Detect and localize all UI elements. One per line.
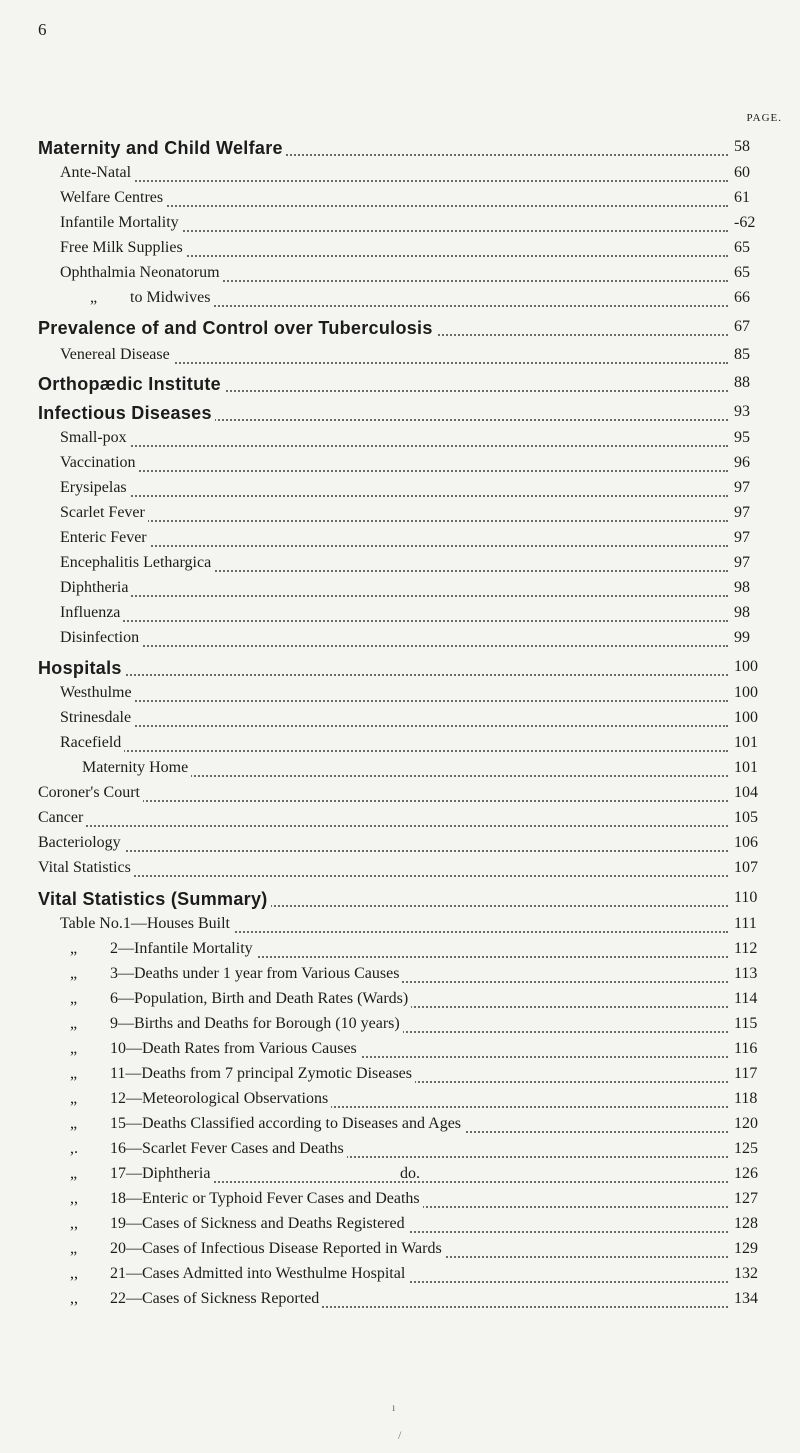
page-number: 6 (38, 20, 47, 39)
toc-entry[interactable] (0, 479, 800, 503)
toc-entry[interactable] (0, 529, 800, 553)
toc-entry[interactable] (0, 940, 800, 964)
toc-page-number: 104 (734, 784, 800, 802)
page-column-label: PAGE. (746, 112, 782, 124)
toc-entry[interactable] (0, 214, 800, 238)
toc-page-number: 110 (734, 889, 800, 907)
toc-entry[interactable] (0, 289, 800, 313)
toc-entry-title: Coroner's Court (38, 784, 143, 802)
dot-leader (38, 875, 728, 877)
toc-page-number: -62 (734, 214, 800, 232)
toc-entry-title: Disinfection (60, 629, 142, 647)
toc-page-number: 101 (734, 759, 800, 777)
toc-entry-title: Small-pox (60, 429, 130, 447)
toc-page-number: 128 (734, 1215, 800, 1233)
toc-entry-title: Influenza (60, 604, 123, 622)
toc-entry-title: 21—Cases Admitted into Westhulme Hospital (110, 1265, 408, 1283)
toc-page-number: 58 (734, 138, 800, 156)
toc-entry-title: Westhulme (60, 684, 135, 702)
dot-leader (60, 750, 728, 752)
toc-entry-title: 9—Births and Deaths for Borough (10 years) (110, 1015, 403, 1033)
toc-entry-title: Diphtheria (60, 579, 131, 597)
toc-page-number: 118 (734, 1090, 800, 1108)
toc-entry[interactable] (0, 759, 800, 783)
toc-entry[interactable] (0, 834, 800, 858)
dot-leader (38, 825, 728, 827)
toc-entry-title: 10—Death Rates from Various Causes (110, 1040, 360, 1058)
dot-leader (60, 520, 728, 522)
toc-entry-title: Venereal Disease (60, 346, 173, 364)
toc-entry-title: 11—Deaths from 7 principal Zymotic Diseases (110, 1065, 415, 1083)
toc-page-number: 85 (734, 346, 800, 364)
toc-entry[interactable] (0, 1215, 800, 1239)
toc-entry[interactable] (0, 1290, 800, 1314)
toc-page-number: 115 (734, 1015, 800, 1033)
toc-page-number: 99 (734, 629, 800, 647)
toc-page-number: 97 (734, 529, 800, 547)
toc-entry[interactable] (0, 239, 800, 263)
toc-entry[interactable] (0, 164, 800, 188)
toc-page-number: 120 (734, 1115, 800, 1133)
ditto-mark: „ (70, 1115, 78, 1132)
toc-entry-title: Infectious Diseases (38, 403, 215, 424)
ditto-mark: „ (70, 1165, 78, 1182)
ditto-mark: ,. (70, 1140, 78, 1157)
toc-entry-title: Welfare Centres (60, 189, 166, 207)
ditto-mark: ,, (70, 1190, 78, 1207)
toc-section-heading[interactable] (0, 318, 800, 342)
dot-leader (60, 725, 728, 727)
toc-entry-title: 22—Cases of Sickness Reported (110, 1290, 322, 1308)
toc-entry[interactable] (0, 734, 800, 758)
toc-entry-title: Strinesdale (60, 709, 134, 727)
dot-leader (60, 445, 728, 447)
toc-entry-title: 19—Cases of Sickness and Deaths Registered (110, 1215, 408, 1233)
ditto-mark: „ (70, 1090, 78, 1107)
toc-entry-title: 15—Deaths Classified according to Diseases and Ages (110, 1115, 464, 1133)
toc-page-number: 65 (734, 239, 800, 257)
toc-entry[interactable] (0, 1015, 800, 1039)
toc-entry[interactable] (0, 859, 800, 883)
toc-page-number: 98 (734, 604, 800, 622)
toc-entry-title: Scarlet Fever (60, 504, 148, 522)
dot-leader (60, 595, 728, 597)
toc-entry-title: 6—Population, Birth and Death Rates (Wards) (110, 990, 411, 1008)
toc-entry[interactable] (0, 579, 800, 603)
dot-leader (60, 180, 728, 182)
toc-page-number: 93 (734, 403, 800, 421)
toc-page-number: 132 (734, 1265, 800, 1283)
toc-entry[interactable] (0, 629, 800, 653)
toc-page-number: 100 (734, 684, 800, 702)
toc-entry-title: Maternity Home (82, 759, 191, 777)
toc-section-heading[interactable] (0, 374, 800, 398)
dot-leader (60, 495, 728, 497)
toc-page-number: 106 (734, 834, 800, 852)
toc-page-number: 97 (734, 504, 800, 522)
toc-page-number: 88 (734, 374, 800, 392)
toc-entry[interactable] (0, 1265, 800, 1289)
ditto-mark: ,, (70, 1290, 78, 1307)
toc-page-number: 114 (734, 990, 800, 1008)
toc-page-number: 97 (734, 479, 800, 497)
toc-entry-title: Free Milk Supplies (60, 239, 186, 257)
toc-entry[interactable] (0, 990, 800, 1014)
toc-section-heading[interactable] (0, 889, 800, 913)
toc-page-number: 100 (734, 709, 800, 727)
dot-leader (60, 545, 728, 547)
toc-page-number: 129 (734, 1240, 800, 1258)
toc-entry[interactable] (0, 1190, 800, 1214)
toc-entry[interactable] (0, 1115, 800, 1139)
toc-entry-title: Encephalitis Lethargica (60, 554, 214, 572)
dot-leader (130, 305, 728, 307)
toc-entry[interactable] (0, 809, 800, 833)
dot-leader (60, 700, 728, 702)
toc-page-number: 116 (734, 1040, 800, 1058)
toc-entry-title: 3—Deaths under 1 year from Various Causes (110, 965, 402, 983)
toc-entry-title: Vital Statistics (Summary) (38, 889, 271, 910)
toc-entry-title: 17—Diphtheria (110, 1165, 213, 1183)
toc-entry[interactable] (0, 189, 800, 213)
toc-entry[interactable] (0, 554, 800, 578)
dot-leader (38, 674, 728, 676)
toc-entry[interactable] (0, 1065, 800, 1089)
toc-entry-title: 20—Cases of Infectious Disease Reported in Wards (110, 1240, 445, 1258)
toc-entry-title: 2—Infantile Mortality (110, 940, 256, 958)
toc-section-heading[interactable] (0, 138, 800, 162)
dot-leader (60, 470, 728, 472)
toc-entry-title: Hospitals (38, 658, 125, 679)
toc-page-number: 96 (734, 454, 800, 472)
ditto-mark: „ (70, 1015, 78, 1032)
toc-section-heading[interactable] (0, 403, 800, 427)
ditto-mark: „ (70, 965, 78, 982)
toc-entry[interactable] (0, 504, 800, 528)
toc-entry[interactable] (0, 1240, 800, 1264)
ditto-mark: „ (70, 1065, 78, 1082)
toc-entry[interactable] (0, 709, 800, 733)
toc-page-number: 60 (734, 164, 800, 182)
toc-entry-title: Erysipelas (60, 479, 130, 497)
toc-page-number: 112 (734, 940, 800, 958)
toc-page-number: 105 (734, 809, 800, 827)
toc-page-number: 134 (734, 1290, 800, 1308)
toc-entry-title: 16—Scarlet Fever Cases and Deaths (110, 1140, 347, 1158)
toc-entry-title: Racefield (60, 734, 124, 752)
toc-entry-title: Bacteriology (38, 834, 124, 852)
toc-entry[interactable] (0, 264, 800, 288)
toc-page-number: 113 (734, 965, 800, 983)
scan-mark: ı (392, 1400, 396, 1414)
dot-leader (60, 620, 728, 622)
toc-entry[interactable] (0, 1165, 800, 1189)
toc-page-number: 117 (734, 1065, 800, 1083)
toc-entry[interactable] (0, 965, 800, 989)
ditto-mark: „ (70, 990, 78, 1007)
toc-entry-title: Prevalence of and Control over Tuberculosis (38, 318, 436, 339)
toc-entry[interactable] (0, 604, 800, 628)
toc-page-number: 98 (734, 579, 800, 597)
toc-page-number: 107 (734, 859, 800, 877)
ditto-mark: „ (70, 1040, 78, 1057)
dot-leader (38, 850, 728, 852)
toc-entry-title: Vital Statistics (38, 859, 134, 877)
toc-entry[interactable] (0, 1040, 800, 1064)
ditto-mark: ,, (70, 1215, 78, 1232)
toc-entry-title: Table No.1—Houses Built (60, 915, 233, 933)
toc-entry[interactable] (0, 684, 800, 708)
toc-page-number: 65 (734, 264, 800, 282)
toc-entry-title: to Midwives (130, 289, 213, 307)
toc-page-number: 66 (734, 289, 800, 307)
toc-entry-title: Enteric Fever (60, 529, 150, 547)
ditto-mark: „ (90, 289, 98, 306)
scan-mark: / (398, 1428, 402, 1442)
toc-entry-title: Cancer (38, 809, 86, 827)
toc-page-number: 61 (734, 189, 800, 207)
toc-page-number: 125 (734, 1140, 800, 1158)
toc-page-number: 111 (734, 915, 800, 933)
toc-page-number: 126 (734, 1165, 800, 1183)
toc-entry[interactable] (0, 346, 800, 370)
toc-page-number: 97 (734, 554, 800, 572)
dot-leader (60, 645, 728, 647)
toc-page-number: 101 (734, 734, 800, 752)
toc-entry-title: 18—Enteric or Typhoid Fever Cases and Deaths (110, 1190, 423, 1208)
toc-entry-title: Vaccination (60, 454, 139, 472)
toc-entry-title: Ophthalmia Neonatorum (60, 264, 223, 282)
toc-entry-title: 12—Meteorological Observations (110, 1090, 331, 1108)
toc-page-number: 67 (734, 318, 800, 336)
ditto-mark: „ (70, 1240, 78, 1257)
toc-entry-title: Orthopædic Institute (38, 374, 224, 395)
ditto-mark: ,, (70, 1265, 78, 1282)
ditto-word: do. (400, 1165, 420, 1182)
toc-entry-title: Maternity and Child Welfare (38, 138, 286, 159)
toc-page-number: 127 (734, 1190, 800, 1208)
toc-entry-title: Ante-Natal (60, 164, 134, 182)
toc-section-heading[interactable] (0, 658, 800, 682)
toc-page-number: 100 (734, 658, 800, 676)
toc-entry[interactable] (0, 1140, 800, 1164)
toc-entry-title: Infantile Mortality (60, 214, 182, 232)
toc-entry[interactable] (0, 915, 800, 939)
toc-entry[interactable] (0, 784, 800, 808)
toc-page-number: 95 (734, 429, 800, 447)
toc-entry[interactable] (0, 1090, 800, 1114)
toc-entry[interactable] (0, 454, 800, 478)
ditto-mark: „ (70, 940, 78, 957)
toc-entry[interactable] (0, 429, 800, 453)
